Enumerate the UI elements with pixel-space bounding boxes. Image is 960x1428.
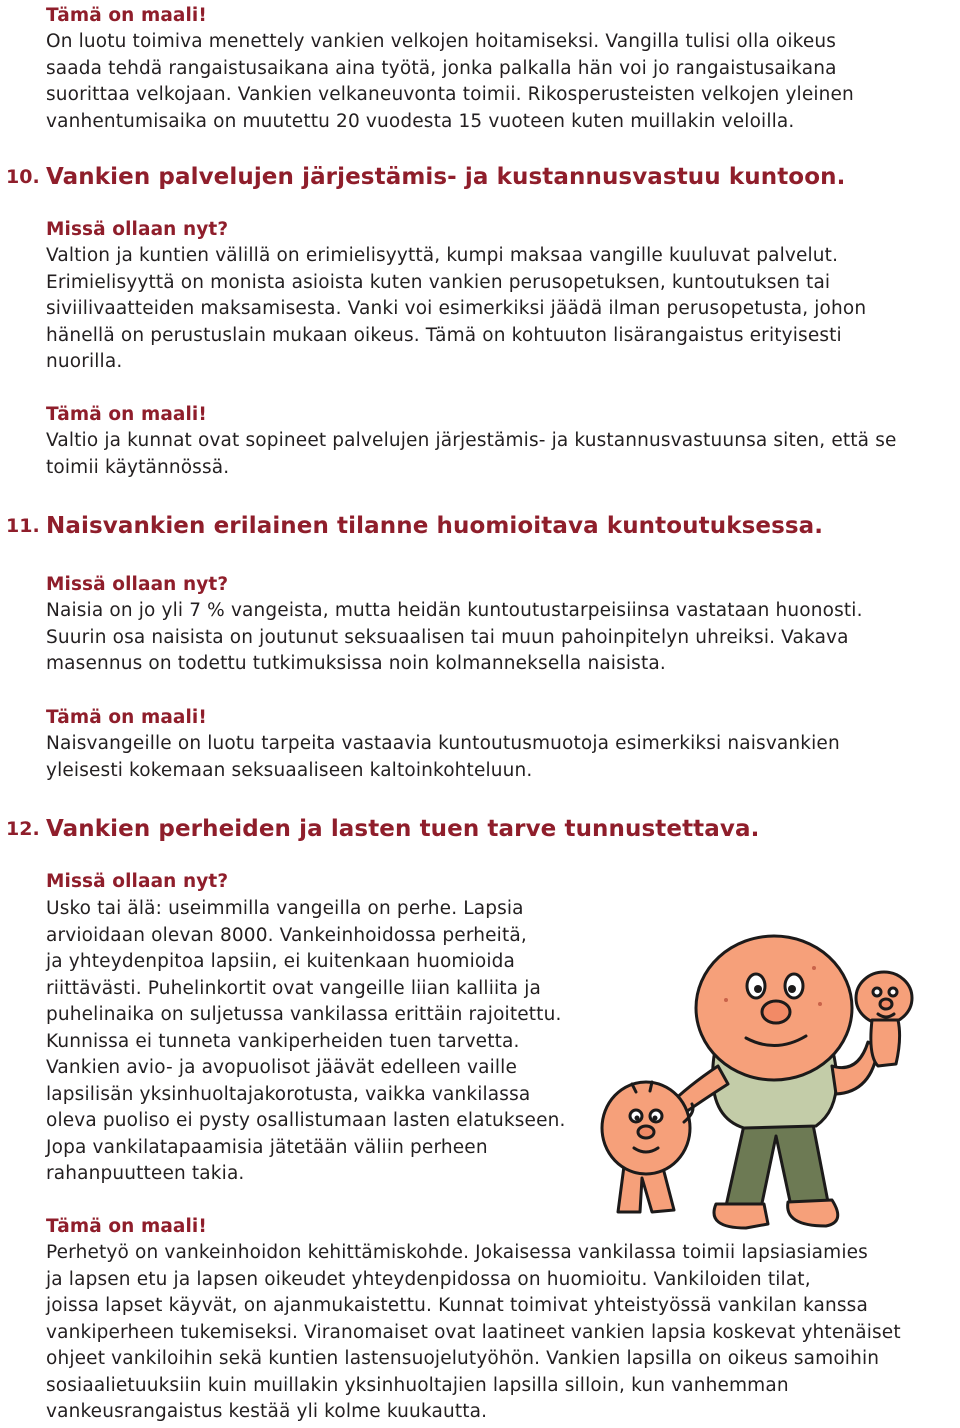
target-label: Tämä on maali! bbox=[46, 404, 207, 425]
intro-text: On luotu toimiva menettely vankien velkojen hoitamiseksi. Vangilla tulisi olla oikeus saada tehdä rangaistusaikana aina työtä, jonka palkalla hän voi jo rangaistusaikana suorittaa velkojaan. Vankien velkaneuvonta toimii. Rikosperusteisten velkojen yleinen vanhentumisaika on muutettu 20 vuodesta 15 vuoteen kuten muillakin veloilla. bbox=[46, 31, 854, 132]
status-label: Missä ollaan nyt? bbox=[46, 219, 229, 240]
section-heading: Vankien perheiden ja lasten tuen tarve tunnustettava. bbox=[46, 816, 760, 842]
target-text: Naisvangeille on luotu tarpeita vastaavia kuntoutusmuotoja esimerkiksi naisvankien yleisesti kokemaan seksuaaliseen kaltoinkohteluun. bbox=[46, 733, 840, 781]
status-label: Missä ollaan nyt? bbox=[46, 871, 229, 892]
section-number: 10. bbox=[6, 166, 40, 188]
target-label: Tämä on maali! bbox=[46, 707, 207, 728]
status-text: Usko tai älä: useimmilla vangeilla on perhe. Lapsia arvioidaan olevan 8000. Vankeinhoidossa perheitä, ja yhteydenpitoa lapsiin, ei kuitenkaan huomioida riittävästi. Puhelinkortit ovat vangeille liian kalliita ja puhelinaika on suljetussa vankilassa erittäin rajoitettu. Kunnissa ei tunneta vankiperheiden tuen tarvetta. Vankien avio- ja avopuolisot jäävät edelleen vaille lapsilisän yksinhuoltajakorotusta, vaikka vankilassa oleva puoliso ei pysty osallistumaan lasten elatukseen. Jopa vankilatapaamisia jätetään väliin perheen rahanpuutteen takia. bbox=[46, 898, 566, 1184]
cartoon-family-illustration-icon bbox=[596, 916, 916, 1236]
status-text: Valtion ja kuntien välillä on erimielisyyttä, kumpi maksaa vangille kuuluvat palvelut. Erimielisyyttä on monista asioista kuten vankien perusopetuksen, kuntoutuksen tai siviilivaatteiden maksamisesta. Vanki voi esimerkiksi jäädä ilman perusopetusta, johon hänellä on perustuslain mukaan oikeus. Tämä on kohtuuton lisärangaistus erityisesti nuorilla. bbox=[46, 245, 867, 372]
section-heading: Naisvankien erilainen tilanne huomioitava kuntoutuksessa. bbox=[46, 513, 824, 539]
target-label: Tämä on maali! bbox=[46, 5, 207, 26]
target-label: Tämä on maali! bbox=[46, 1216, 207, 1237]
target-text: Perhetyö on vankeinhoidon kehittämiskohde. Jokaisessa vankilassa toimii lapsiasiamies ja lapsen etu ja lapsen oikeudet yhteydenpidossa on huomioitu. Vankiloiden tilat, joissa lapset käyvät, on ajanmukaistettu. Kunnat toimivat yhteistyössä vankilan kanssa vankiperheen tukemiseksi. Viranomaiset ovat laatineet vankien lapsia koskevat yhtenäiset ohjeet vankiloihin sekä kuntien lastensuojelutyöhön. Vankien lapsilla on oikeus samoihin sosiaalietuuksiin kuin muillakin yksinhuoltajien lapsilla silloin, kun vanhemman vankeusrangaistus kestää yli kolme kuukautta. bbox=[46, 1242, 901, 1422]
section-heading: Vankien palvelujen järjestämis- ja kustannusvastuu kuntoon. bbox=[46, 164, 846, 190]
status-label: Missä ollaan nyt? bbox=[46, 574, 229, 595]
section-number: 12. bbox=[6, 818, 40, 840]
section-number: 11. bbox=[6, 515, 40, 537]
target-text: Valtio ja kunnat ovat sopineet palvelujen järjestämis- ja kustannusvastuunsa siten, että se toimii käytännössä. bbox=[46, 430, 897, 478]
status-text: Naisia on jo yli 7 % vangeista, mutta heidän kuntoutustarpeisiinsa vastataan huonosti. Suurin osa naisista on joutunut seksuaalisen tai muun pahoinpitelyn uhreiksi. Vakava masennus on todettu tutkimuksissa noin kolmanneksella naisista. bbox=[46, 600, 863, 674]
